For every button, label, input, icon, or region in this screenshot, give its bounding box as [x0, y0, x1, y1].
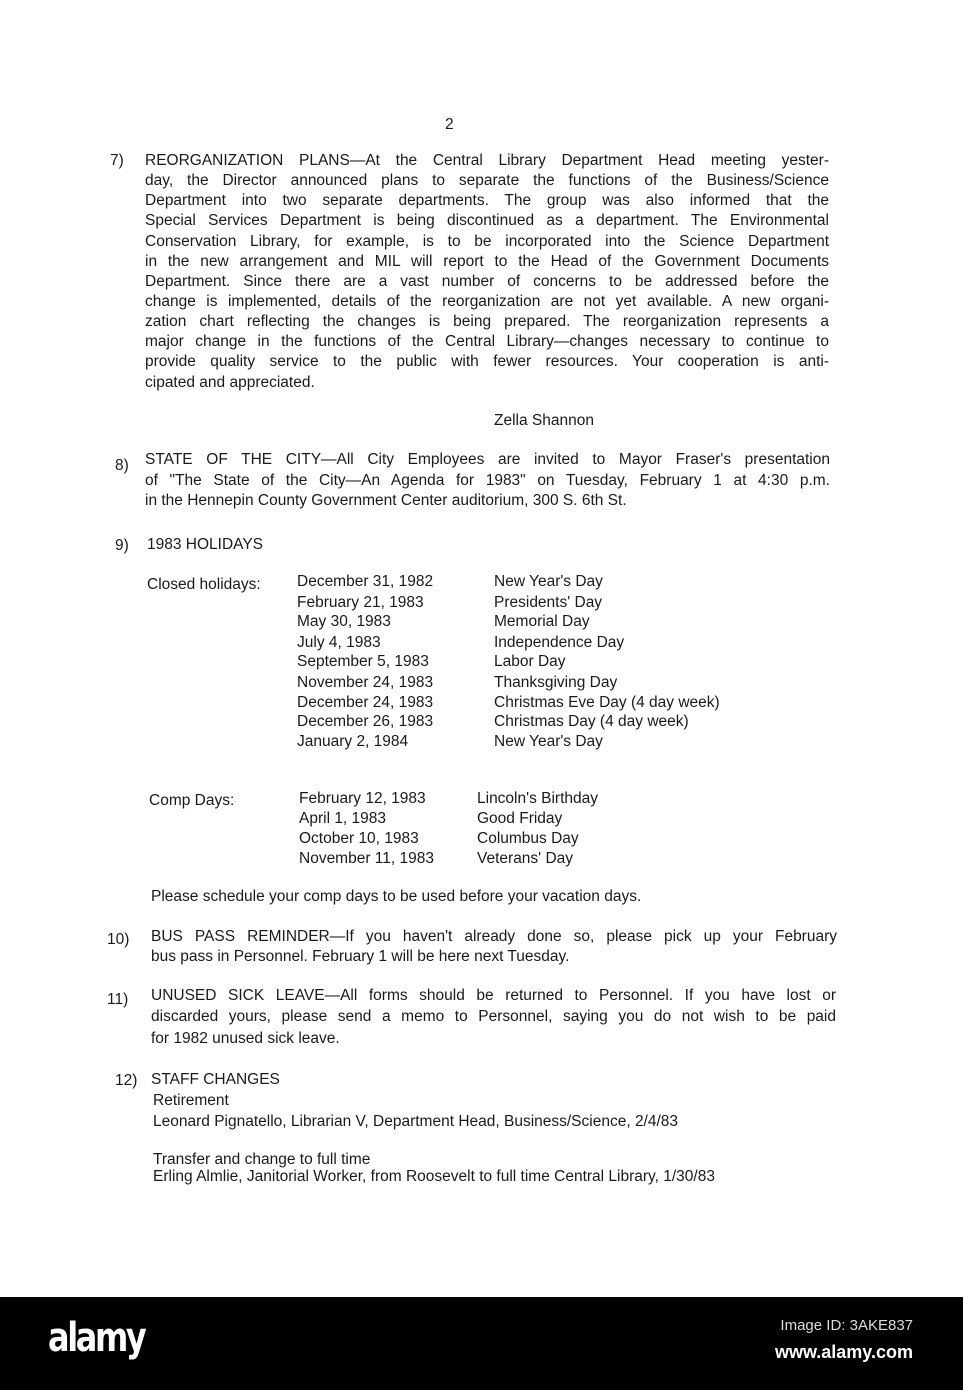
- image-id: Image ID: 3AKE837: [780, 1317, 913, 1334]
- item-number: 12): [115, 1072, 138, 1089]
- holiday-name: Thanksgiving Day: [494, 674, 618, 691]
- comp-date: October 10, 1983: [299, 830, 419, 847]
- paragraph-line: bus pass in Personnel. February 1 will be here next Tuesday.: [151, 948, 570, 965]
- holiday-name: Presidents' Day: [494, 594, 603, 611]
- holiday-date: February 21, 1983: [297, 594, 424, 611]
- holiday-date: January 2, 1984: [297, 733, 409, 750]
- alamy-logo: alamy: [48, 1315, 145, 1361]
- item-number: 11): [107, 991, 129, 1008]
- paragraph-line: day, the Director announced plans to separate the functions of the Business/Science: [145, 172, 829, 189]
- item-number: 9): [115, 537, 129, 554]
- holiday-name: New Year's Day: [494, 733, 603, 750]
- paragraph-line: cipated and appreciated.: [145, 374, 315, 391]
- paragraph-line: of "The State of the City—An Agenda for 1983" on Tuesday, February 1 at 4:30 p.m.: [145, 472, 830, 489]
- holiday-date: November 24, 1983: [297, 674, 434, 691]
- paragraph-line: for 1982 unused sick leave.: [151, 1030, 340, 1047]
- section-title: 1983 HOLIDAYS: [147, 536, 264, 553]
- holiday-date: December 26, 1983: [297, 713, 434, 730]
- holiday-name: New Year's Day: [494, 573, 603, 590]
- watermark-url: www.alamy.com: [774, 1342, 913, 1362]
- comp-name: Veterans' Day: [477, 850, 574, 867]
- transfer-label: Transfer and change to full time: [153, 1151, 371, 1168]
- comp-days-label: Comp Days:: [149, 792, 235, 809]
- comp-name: Columbus Day: [477, 830, 579, 847]
- closed-holidays-label: Closed holidays:: [147, 576, 261, 593]
- paragraph-line: BUS PASS REMINDER—If you haven't already done so, please pick up your February: [151, 928, 837, 945]
- retirement-entry: Leonard Pignatello, Librarian V, Department Head, Business/Science, 2/4/83: [153, 1113, 679, 1130]
- section-title: STAFF CHANGES: [151, 1071, 280, 1088]
- holiday-name: Memorial Day: [494, 613, 590, 630]
- page-number: 2: [445, 116, 454, 133]
- paragraph-line: Special Services Department is being discontinued as a department. The Environmental: [145, 212, 829, 229]
- item-number: 7): [110, 152, 124, 169]
- comp-name: Good Friday: [477, 810, 563, 827]
- paragraph-line: Conservation Library, for example, is to be incorporated into the Science Department: [145, 233, 829, 250]
- holiday-date: May 30, 1983: [297, 613, 391, 630]
- holiday-date: December 24, 1983: [297, 694, 434, 711]
- holiday-date: December 31, 1982: [297, 573, 434, 590]
- item-number: 10): [107, 931, 130, 948]
- paragraph-line: provide quality service to the public with fewer resources. Your cooperation is anti-: [145, 353, 829, 370]
- paragraph-line: major change in the functions of the Central Library—changes necessary to continue to: [145, 333, 829, 350]
- paragraph-line: zation chart reflecting the changes is being prepared. The reorganization represents a: [145, 313, 829, 330]
- signature: Zella Shannon: [494, 412, 594, 429]
- holiday-name: Labor Day: [494, 653, 566, 670]
- comp-name: Lincoln's Birthday: [477, 790, 598, 807]
- paragraph-line: UNUSED SICK LEAVE—All forms should be returned to Personnel. If you have lost or: [151, 987, 836, 1004]
- paragraph-line: REORGANIZATION PLANS—At the Central Library Department Head meeting yester-: [145, 152, 829, 169]
- comp-date: April 1, 1983: [299, 810, 387, 827]
- paragraph-line: in the new arrangement and MIL will report to the Head of the Government Documents: [145, 253, 829, 270]
- comp-date: November 11, 1983: [299, 850, 434, 867]
- paragraph-line: Department. Since there are a vast number of concerns to be addressed before the: [145, 273, 829, 290]
- holiday-date: September 5, 1983: [297, 653, 429, 670]
- watermark-bar: [0, 1297, 963, 1390]
- comp-date: February 12, 1983: [299, 790, 426, 807]
- paragraph-line: in the Hennepin County Government Center auditorium, 300 S. 6th St.: [145, 492, 627, 509]
- paragraph-line: discarded yours, please send a memo to Personnel, saying you do not wish to be paid: [151, 1008, 836, 1025]
- item-number: 8): [115, 457, 129, 474]
- holiday-name: Christmas Day (4 day week): [494, 713, 689, 730]
- retirement-label: Retirement: [153, 1092, 229, 1109]
- transfer-entry: Erling Almlie, Janitorial Worker, from Roosevelt to full time Central Library, 1/30/83: [153, 1168, 715, 1185]
- holiday-note: Please schedule your comp days to be used before your vacation days.: [151, 888, 642, 905]
- paragraph-line: STATE OF THE CITY—All City Employees are invited to Mayor Fraser's presentation: [145, 451, 830, 468]
- holiday-date: July 4, 1983: [297, 634, 381, 651]
- holiday-name: Christmas Eve Day (4 day week): [494, 694, 720, 711]
- paragraph-line: Department into two separate departments. The group was also informed that the: [145, 192, 829, 209]
- paragraph-line: change is implemented, details of the reorganization are not yet available. A new organi-: [145, 293, 829, 310]
- holiday-name: Independence Day: [494, 634, 625, 651]
